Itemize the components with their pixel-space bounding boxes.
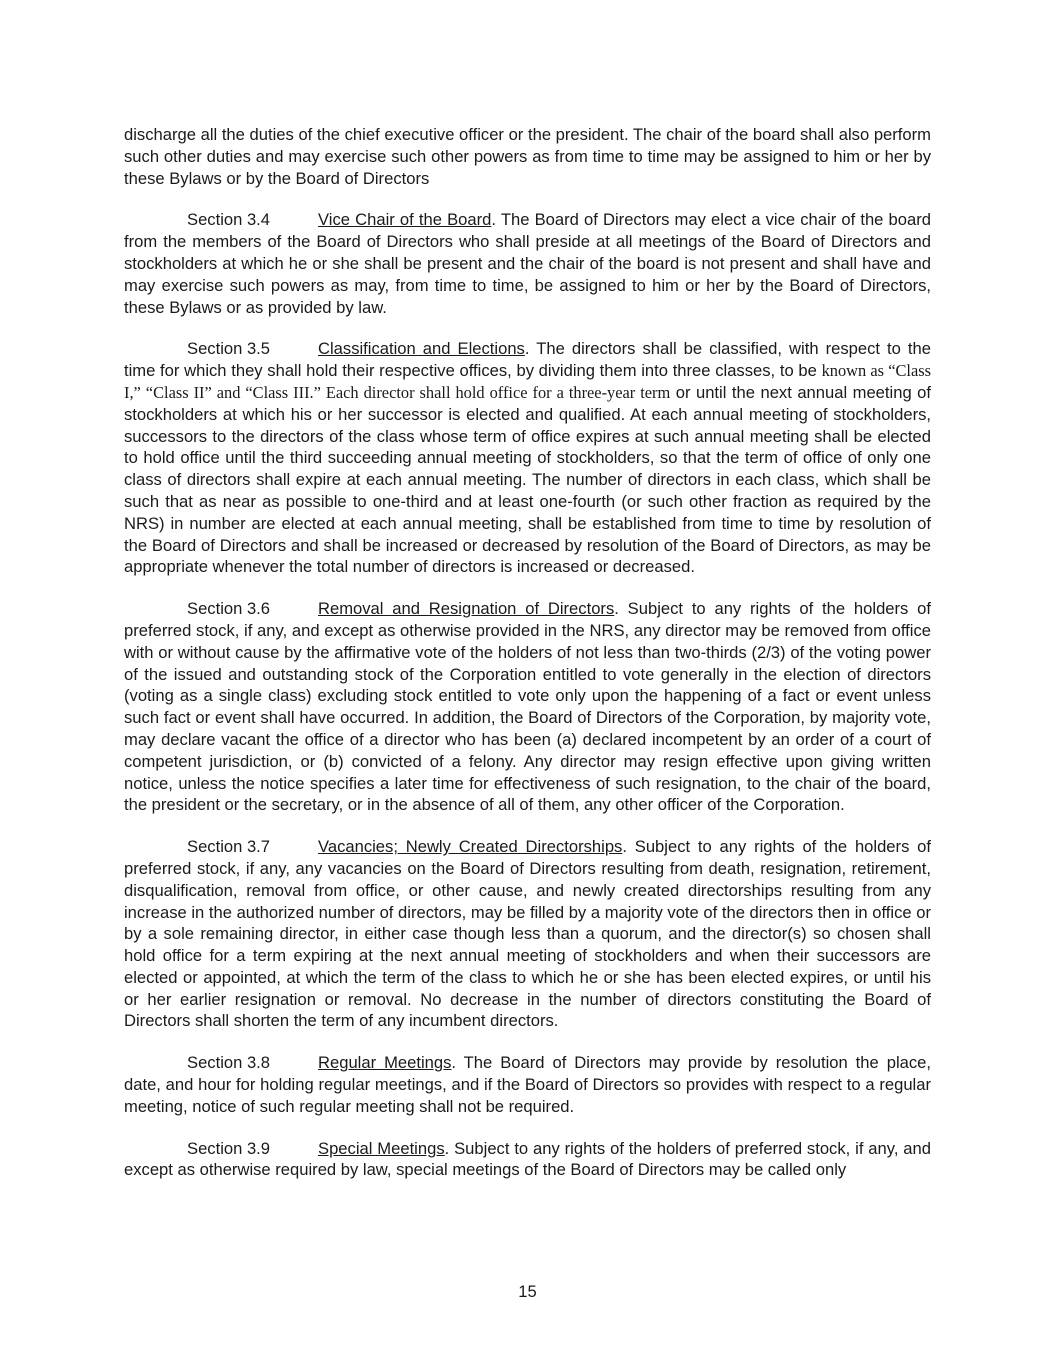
section-title: Special Meetings — [318, 1138, 445, 1158]
page-number: 15 — [518, 1282, 537, 1301]
section-body: . Subject to any rights of the holders of preferred stock, if any, and except as otherwise provided in the NRS, any director may be removed from office with or without cause by the affirmative vote of the holders of not less than two-thirds (2/3) of the voting power of the issued and outstanding stock of the Corporation entitled to vote generally in the election of directors (voting as a single class) excluding stock entitled to vote only upon the happening of a fact or event unless such fact or event shall have occurred. In addition, the Board of Directors of the Corporation, by majority vote, may declare vacant the office of a director who has been (a) declared incompetent by an order of a court of competent jurisdiction, or (b) convicted of a felony. Any director may resign effective upon giving written notice, unless the notice specifies a later time for effectiveness of such resignation, to the chair of the board, the president or the secretary, or in the absence of all of them, any other officer of the Corporation. — [124, 599, 931, 815]
section-title: Vice Chair of the Board — [318, 210, 492, 230]
section-3-8 — [124, 1052, 931, 1117]
section-body-continued: or until the next annual meeting of stockholders at which his or her successor is elected and qualified. At each annual meeting of stockholders, successors to the directors of the class whose term of office expires at such annual meeting shall be elected to hold office until the third succeeding annual meeting of stockholders, so that the term of office of only one class of directors shall expire at each annual meeting. The number of directors in each class, which shall be such that as near as possible to one-third and at least one-fourth (or such other fraction as required by the NRS) in number are elected at each annual meeting, shall be established from time to time by resolution of the Board of Directors and shall be increased or decreased by resolution of the Board of Directors, as may be appropriate whenever the total number of directors is increased or decreased. — [124, 382, 931, 577]
section-number: Section 3.9 — [187, 1138, 271, 1158]
section-number: Section 3.6 — [187, 599, 271, 619]
section-3-9 — [124, 1138, 931, 1182]
section-title: Regular Meetings — [318, 1053, 452, 1073]
section-number: Section 3.5 — [187, 339, 271, 359]
document-page — [124, 124, 931, 1201]
section-3-4 — [124, 209, 931, 318]
section-number: Section 3.4 — [187, 210, 271, 230]
section-body: . Subject to any rights of the holders of preferred stock, if any, any vacancies on the Board of Directors resulting from death, resignation, retirement, disqualification, removal from office, or other cause, and newly created directorships resulting from any increase in the authorized number of directors, may be filled by a majority vote of the directors then in office or by a sole remaining director, in either case though less than a quorum, and the director(s) so chosen shall hold office for a term expiring at the next annual meeting of stockholders and when their successors are elected or appointed, at which the term of the class to which he or she has been elected expires, or until his or her earlier resignation or removal. No decrease in the number of directors constituting the Board of Directors shall shorten the term of any incumbent directors. — [124, 837, 931, 1031]
section-title: Removal and Resignation of Directors — [318, 599, 615, 619]
section-title: Vacancies; Newly Created Directorships — [318, 837, 623, 857]
section-body: . The Board of Directors may elect a vice chair of the board from the members of the Board of Directors who shall preside at all meetings of the Board of Directors and stockholders at which he or she shall be present and the chair of the board is not present and shall have and may exercise such powers as may, from time to time, be assigned to him or her by the Board of Directors, these Bylaws or as provided by law. — [124, 210, 931, 317]
section-body: . Subject to any rights of the holders of preferred stock, if any, and except as otherwise required by law, special meetings of the Board of Directors may be called only — [124, 1138, 931, 1180]
section-body: . The directors shall be classified, with respect to the time for which they shall hold their respective offices, by dividing them into three classes, to be — [124, 339, 931, 381]
section-3-5 — [124, 338, 931, 578]
section-body-serif: known as “Class I,” “Class II” and “Class III.” Each director shall hold office for a three-year term — [124, 361, 931, 402]
section-body: . The Board of Directors may provide by resolution the place, date, and hour for holding regular meetings, and if the Board of Directors so provides with respect to a regular meeting, notice of such regular meeting shall not be required. — [124, 1053, 931, 1116]
section-3-7 — [124, 836, 931, 1032]
intro-paragraph: discharge all the duties of the chief executive officer or the president. The chair of the board shall also perform such other duties and may exercise such other powers as from time to time may be assigned to him or her by these Bylaws or by the Board of Directors — [124, 125, 931, 188]
section-3-6 — [124, 598, 931, 816]
section-number: Section 3.7 — [187, 837, 271, 857]
section-title: Classification and Elections — [318, 339, 525, 359]
section-number: Section 3.8 — [187, 1053, 271, 1073]
